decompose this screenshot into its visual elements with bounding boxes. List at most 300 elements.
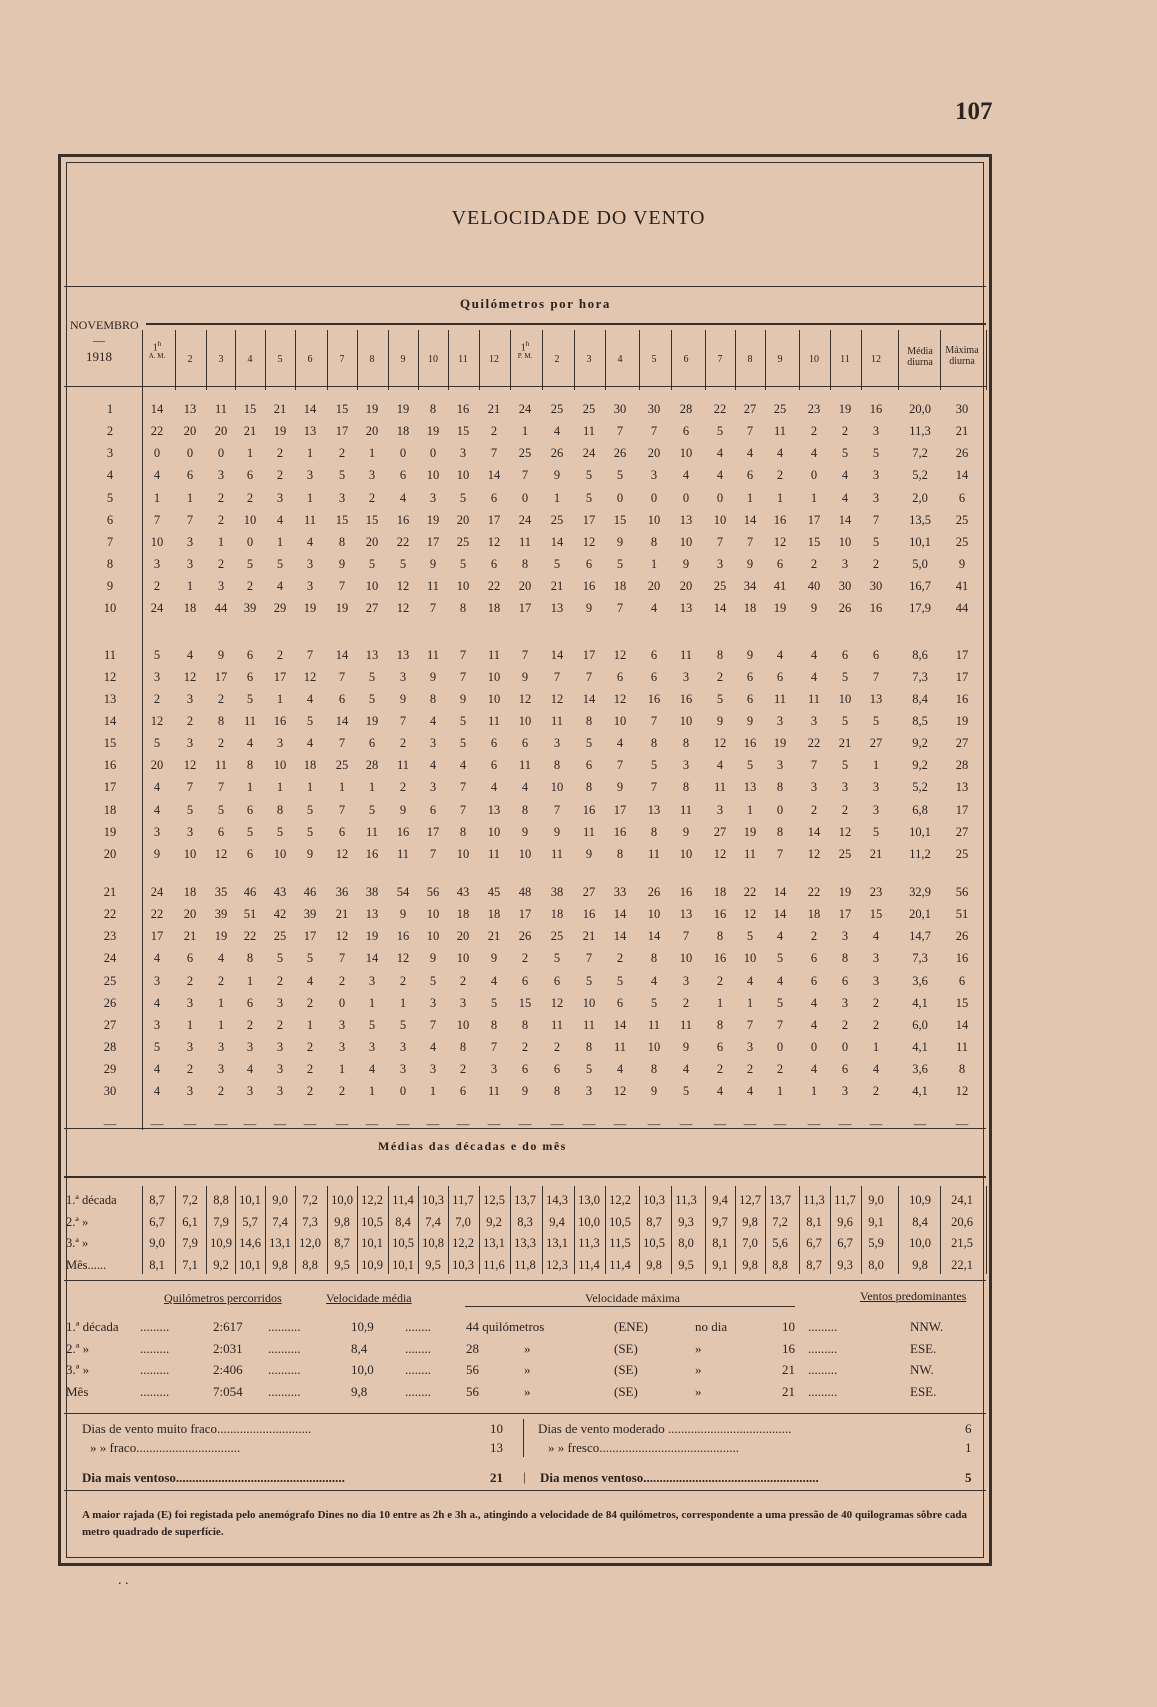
table-cell: 2: [459, 1062, 467, 1077]
table-cell: 22: [807, 885, 821, 899]
table-cell: 1: [306, 1017, 314, 1032]
table-cell: 10: [518, 713, 532, 728]
summary-pred: ESE.: [910, 1383, 937, 1399]
table-cell: 7: [429, 846, 437, 861]
table-cell: 7: [153, 512, 161, 527]
table-cell: 3: [746, 1040, 754, 1055]
table-cell: 20: [456, 929, 470, 944]
table-cell: 6: [246, 647, 254, 662]
table-cell: 5: [459, 713, 467, 728]
table-cell: 0: [776, 802, 784, 817]
means-divider: [64, 1176, 986, 1178]
table-cell: 13: [955, 780, 969, 795]
table-cell: 3: [186, 1040, 194, 1055]
table-cell: 3: [306, 557, 314, 572]
means-cell: 12,2: [361, 1193, 383, 1207]
table-cell: 15: [955, 995, 969, 1010]
column-line: [574, 330, 575, 390]
table-cell: 8: [650, 534, 658, 549]
table-cell: 44: [955, 601, 969, 616]
table-cell: 3: [585, 1084, 593, 1099]
column-line: [940, 330, 941, 390]
table-cell: 7: [616, 424, 624, 439]
table-cell: 11,2: [909, 846, 931, 861]
means-cell: 10,1: [239, 1257, 261, 1272]
table-cell: 6: [490, 758, 498, 773]
table-cell: 2: [217, 691, 225, 706]
table-cell: 7: [399, 713, 407, 728]
table-cell: 7: [776, 1017, 784, 1032]
table-title: VELOCIDADE DO VENTO: [451, 207, 706, 229]
table-cell: 10: [647, 907, 661, 922]
table-cell: 16: [773, 512, 787, 527]
table-cell: 6: [746, 468, 754, 483]
table-cell: 3: [841, 1084, 849, 1099]
table-cell: 14: [335, 713, 349, 728]
table-cell: 19: [365, 713, 379, 728]
table-cell: 11: [679, 1017, 693, 1032]
table-cell: 11: [518, 534, 532, 549]
table-cell: 20: [456, 512, 470, 527]
column-header: 6: [307, 354, 313, 365]
table-cell: 6: [246, 995, 254, 1010]
table-cell: 2: [276, 973, 284, 988]
table-cell: 3: [841, 557, 849, 572]
table-cell: 19: [365, 402, 379, 416]
windiest-value: 21: [490, 1470, 503, 1485]
column-header: 12: [871, 354, 881, 365]
column-line: [327, 330, 328, 390]
table-cell: 9: [682, 824, 690, 839]
table-cell: 11: [396, 758, 410, 773]
table-cell: 2: [716, 973, 724, 988]
means-cell: 9,4: [549, 1214, 565, 1229]
table-cell: 3: [399, 669, 407, 684]
table-cell: 10: [426, 907, 440, 922]
table-cell: 18: [183, 885, 197, 899]
table-cell: 4,1: [912, 1040, 928, 1055]
table-cell: 25: [273, 929, 287, 944]
summary-leader: .........: [808, 1383, 838, 1399]
table-cell: 3: [429, 780, 437, 795]
table-cell: 0: [186, 446, 194, 461]
table-cell: 11: [243, 713, 257, 728]
table-cell: 5: [841, 446, 849, 461]
summary-bottom-line: [64, 1413, 986, 1414]
table-cell: 2: [306, 1062, 314, 1077]
means-cell: 9,5: [334, 1257, 350, 1272]
summary-max: 28: [466, 1340, 479, 1356]
table-cell: 9: [153, 846, 161, 861]
table-cell: 8: [246, 758, 254, 773]
table-cell: 5: [276, 951, 284, 966]
table-cell: 18: [456, 907, 470, 922]
table-cell: 6: [958, 973, 966, 988]
table-cell: 11: [679, 647, 693, 662]
column-line: [986, 330, 987, 390]
table-cell: 8: [276, 802, 284, 817]
table-cell: 14: [713, 601, 727, 616]
table-cell: 6: [399, 468, 407, 483]
table-cell: 4: [682, 468, 690, 483]
means-cell: 10,5: [361, 1214, 383, 1229]
summary-avg: 9,8: [351, 1383, 368, 1399]
means-cell: 24,1: [951, 1193, 973, 1207]
table-cell: 12: [518, 691, 532, 706]
means-header: Médias das décadas e do mês: [378, 1139, 567, 1153]
table-cell: 9: [553, 824, 561, 839]
means-cell: 5,9: [868, 1236, 884, 1250]
table-cell: 26: [613, 446, 627, 461]
table-cell: 9: [616, 534, 624, 549]
table-cell: 5: [585, 468, 593, 483]
table-cell: 2: [521, 1040, 529, 1055]
table-cell: 19: [426, 424, 440, 439]
summary-day-label: no dia: [695, 1319, 728, 1334]
table-cell: 3,6: [912, 973, 928, 988]
table-cell: 20: [679, 579, 693, 594]
dash-cell: —: [743, 1116, 757, 1131]
table-cell: 19: [396, 402, 410, 416]
table-cell: 10: [150, 534, 164, 549]
table-cell: 3: [872, 780, 880, 795]
table-cell: 26: [518, 929, 532, 944]
units-divider: [146, 323, 986, 325]
means-cell: 9,0: [272, 1193, 288, 1207]
table-cell: 51: [243, 907, 257, 922]
table-cell: 17: [582, 647, 596, 662]
table-cell: 4: [716, 758, 724, 773]
table-cell: 4: [810, 446, 818, 461]
summary-dir: (ENE): [614, 1319, 648, 1334]
table-cell: 8: [429, 402, 437, 416]
table-cell: 1: [246, 780, 254, 795]
table-cell: 4: [746, 973, 754, 988]
table-cell: 6: [246, 802, 254, 817]
table-cell: 27: [743, 402, 757, 416]
table-cell: 3: [338, 1017, 346, 1032]
maxima-diurna-header: Máxima diurna: [945, 345, 979, 367]
table-cell: 6,0: [912, 1017, 928, 1032]
table-cell: 11: [582, 824, 596, 839]
table-cell: 5: [841, 669, 849, 684]
summary-day-label: »: [695, 1362, 702, 1377]
table-cell: 2: [872, 1017, 880, 1032]
table-cell: 7,3: [912, 669, 928, 684]
very-weak-label: Dias de vento muito fraco.............................: [82, 1421, 312, 1436]
column-line: [542, 330, 543, 390]
table-cell: 4: [776, 446, 784, 461]
column-header: 7: [339, 354, 345, 365]
dash-cell: —: [518, 1116, 532, 1131]
column-line: [639, 330, 640, 390]
means-cell: 8,4: [912, 1214, 928, 1229]
day-number: 5: [106, 490, 114, 505]
table-cell: 25: [838, 846, 852, 861]
table-cell: 4: [429, 1040, 437, 1055]
table-cell: 3: [776, 713, 784, 728]
table-cell: 9: [338, 557, 346, 572]
table-cell: 4: [306, 534, 314, 549]
means-cell: 6,7: [149, 1214, 165, 1229]
table-cell: 6: [585, 557, 593, 572]
summary-day: 21: [782, 1383, 795, 1399]
page-number: 107: [955, 98, 993, 125]
table-cell: 7: [338, 951, 346, 966]
means-cell: 10,0: [578, 1214, 600, 1229]
summary-avg: 10,9: [351, 1319, 374, 1334]
summary-day-label: »: [695, 1383, 702, 1399]
table-cell: 2: [521, 951, 529, 966]
table-cell: 41: [955, 579, 969, 594]
table-cell: 4: [306, 973, 314, 988]
table-cell: 2: [810, 557, 818, 572]
table-cell: 17: [955, 669, 969, 684]
table-cell: 3: [186, 691, 194, 706]
days-bottom-line: [64, 1490, 986, 1491]
table-cell: 16: [613, 824, 627, 839]
table-cell: 25: [955, 846, 969, 861]
table-cell: 6: [810, 973, 818, 988]
column-line: [705, 330, 706, 390]
table-cell: 8: [650, 736, 658, 751]
table-cell: 1: [776, 1084, 784, 1099]
pm-marker: P. M.: [517, 352, 533, 361]
table-cell: 2: [399, 973, 407, 988]
means-cell: 7,2: [182, 1193, 198, 1207]
table-cell: 6: [776, 669, 784, 684]
table-cell: 9: [217, 647, 225, 662]
dash-cell: —: [426, 1116, 440, 1131]
table-cell: 11: [303, 512, 317, 527]
means-cell: 12,5: [483, 1193, 505, 1207]
table-cell: 10: [456, 1017, 470, 1032]
avg-header: Velocidade média: [326, 1291, 412, 1305]
table-cell: 9: [650, 1084, 658, 1099]
means-cell: 10,9: [909, 1193, 931, 1207]
table-cell: 5: [368, 691, 376, 706]
table-cell: 6: [521, 1062, 529, 1077]
means-cell: 8,3: [517, 1214, 533, 1229]
column-header: 5: [277, 354, 283, 365]
table-cell: 14: [550, 647, 564, 662]
table-cell: 10: [679, 713, 693, 728]
table-cell: 34: [743, 579, 757, 594]
table-cell: 10: [838, 691, 852, 706]
table-cell: 7: [616, 758, 624, 773]
table-cell: 1: [217, 995, 225, 1010]
table-cell: 12: [396, 601, 410, 616]
table-cell: 7: [810, 758, 818, 773]
table-cell: 9: [399, 907, 407, 922]
table-cell: 14: [150, 402, 164, 416]
summary-day: 21: [782, 1362, 795, 1377]
column-header: 3: [586, 354, 592, 365]
table-cell: 10: [743, 951, 757, 966]
column-line: [206, 330, 207, 390]
table-cell: 21: [582, 929, 596, 944]
table-cell: 3: [276, 995, 284, 1010]
table-cell: 17: [426, 824, 440, 839]
means-cell: 11,3: [578, 1236, 600, 1250]
table-cell: 12: [613, 647, 627, 662]
means-cell: 11,8: [514, 1257, 536, 1272]
table-cell: 29: [273, 601, 287, 616]
max-header-line: [465, 1306, 795, 1307]
table-cell: 36: [335, 885, 349, 899]
year-dash: —: [93, 333, 105, 347]
table-cell: 4: [459, 758, 467, 773]
table-cell: 16: [713, 951, 727, 966]
table-cell: 8: [338, 534, 346, 549]
table-cell: 3: [682, 973, 690, 988]
table-cell: 16: [679, 691, 693, 706]
table-cell: 4: [682, 1062, 690, 1077]
table-cell: 11: [647, 846, 661, 861]
means-cell: 9,8: [742, 1257, 758, 1272]
table-cell: 9,2: [912, 758, 928, 773]
table-cell: 15: [335, 512, 349, 527]
table-cell: 14: [955, 468, 969, 483]
means-cell: 7,0: [455, 1214, 471, 1229]
table-cell: 6: [490, 490, 498, 505]
table-cell: 19: [838, 402, 852, 416]
table-cell: 1: [186, 1017, 194, 1032]
table-cell: 8: [958, 1062, 966, 1077]
table-cell: 6: [553, 973, 561, 988]
table-cell: 1: [872, 758, 880, 773]
table-cell: 5: [553, 951, 561, 966]
table-cell: 7: [553, 669, 561, 684]
table-cell: 5: [276, 557, 284, 572]
table-cell: 1: [716, 995, 724, 1010]
summary-leader: .........: [140, 1362, 170, 1377]
table-cell: 11: [487, 1084, 501, 1099]
dash-cell: —: [582, 1116, 596, 1131]
column-line: [479, 330, 480, 390]
means-cell: 7,1: [182, 1257, 198, 1272]
table-cell: 6: [246, 468, 254, 483]
table-cell: 3: [153, 557, 161, 572]
table-cell: 1: [306, 780, 314, 795]
table-cell: 5: [553, 557, 561, 572]
means-cell: 13,7: [769, 1193, 791, 1207]
means-cell: 9,1: [868, 1214, 884, 1229]
table-cell: 3: [553, 736, 561, 751]
table-cell: 2: [368, 490, 376, 505]
summary-leader: ..........: [268, 1319, 301, 1334]
means-cell: 10,0: [909, 1236, 931, 1250]
dash-cell: —: [365, 1116, 379, 1131]
pred-header: Ventos predominantes: [860, 1289, 967, 1303]
table-cell: 10: [613, 713, 627, 728]
table-cell: 0: [616, 490, 624, 505]
table-cell: 1: [368, 446, 376, 461]
column-header: 4: [617, 354, 623, 365]
table-cell: 8: [716, 1017, 724, 1032]
table-cell: 16: [582, 579, 596, 594]
table-cell: 21: [550, 579, 564, 594]
table-cell: 20,1: [909, 907, 931, 922]
column-line: [388, 330, 389, 390]
dash-cell: —: [679, 1116, 693, 1131]
table-cell: 2: [276, 647, 284, 662]
table-cell: 6: [553, 1062, 561, 1077]
means-cell: 13,1: [546, 1236, 568, 1250]
table-cell: 2: [276, 1017, 284, 1032]
table-cell: 2: [776, 1062, 784, 1077]
day-number: 20: [103, 846, 117, 861]
table-cell: 5: [650, 995, 658, 1010]
table-cell: 8: [429, 691, 437, 706]
table-cell: 1: [186, 490, 194, 505]
column-header: [510, 340, 540, 360]
table-cell: 3: [306, 468, 314, 483]
table-cell: 4: [810, 669, 818, 684]
table-cell: 5: [368, 669, 376, 684]
summary-label: Mês: [66, 1383, 89, 1399]
table-cell: 4: [776, 929, 784, 944]
table-cell: 24: [150, 601, 164, 616]
table-cell: 8: [246, 951, 254, 966]
table-cell: 3: [872, 802, 880, 817]
table-cell: 2: [217, 557, 225, 572]
table-cell: 8: [776, 780, 784, 795]
table-cell: 11: [647, 1017, 661, 1032]
table-cell: 6: [616, 669, 624, 684]
dash-cell: —: [214, 1116, 228, 1131]
table-cell: 4,1: [912, 995, 928, 1010]
table-cell: 12: [713, 846, 727, 861]
table-cell: 28: [365, 758, 379, 773]
table-cell: 15: [456, 424, 470, 439]
means-cell: 9,3: [837, 1257, 853, 1272]
day-number: 18: [103, 802, 117, 817]
table-cell: 44: [214, 601, 228, 616]
table-cell: 3: [368, 468, 376, 483]
table-cell: 5: [872, 713, 880, 728]
table-cell: 2: [399, 780, 407, 795]
table-cell: 12: [396, 951, 410, 966]
table-cell: 30: [838, 579, 852, 594]
table-cell: 16: [396, 512, 410, 527]
table-cell: 3: [810, 713, 818, 728]
table-cell: 10: [426, 468, 440, 483]
table-cell: 2: [186, 973, 194, 988]
table-cell: 3: [186, 557, 194, 572]
table-cell: 2: [246, 1017, 254, 1032]
means-cell: 12,7: [739, 1193, 761, 1207]
means-cell: 9,4: [712, 1193, 728, 1207]
day-number: 3: [106, 446, 114, 461]
column-line: [765, 330, 766, 390]
table-cell: 4: [810, 995, 818, 1010]
table-cell: 3: [246, 1084, 254, 1099]
table-cell: 21: [955, 424, 969, 439]
fresh-value: 1: [965, 1440, 972, 1455]
table-cell: 2: [306, 1040, 314, 1055]
table-cell: 18: [713, 885, 727, 899]
table-cell: 27: [365, 601, 379, 616]
table-cell: 6: [490, 557, 498, 572]
day-number: 10: [103, 601, 117, 616]
table-cell: 14: [743, 512, 757, 527]
table-cell: 3: [399, 1062, 407, 1077]
means-cell: 9,7: [712, 1214, 728, 1229]
means-cell: 9,5: [678, 1257, 694, 1272]
table-cell: 5: [306, 824, 314, 839]
table-cell: 4: [368, 1062, 376, 1077]
